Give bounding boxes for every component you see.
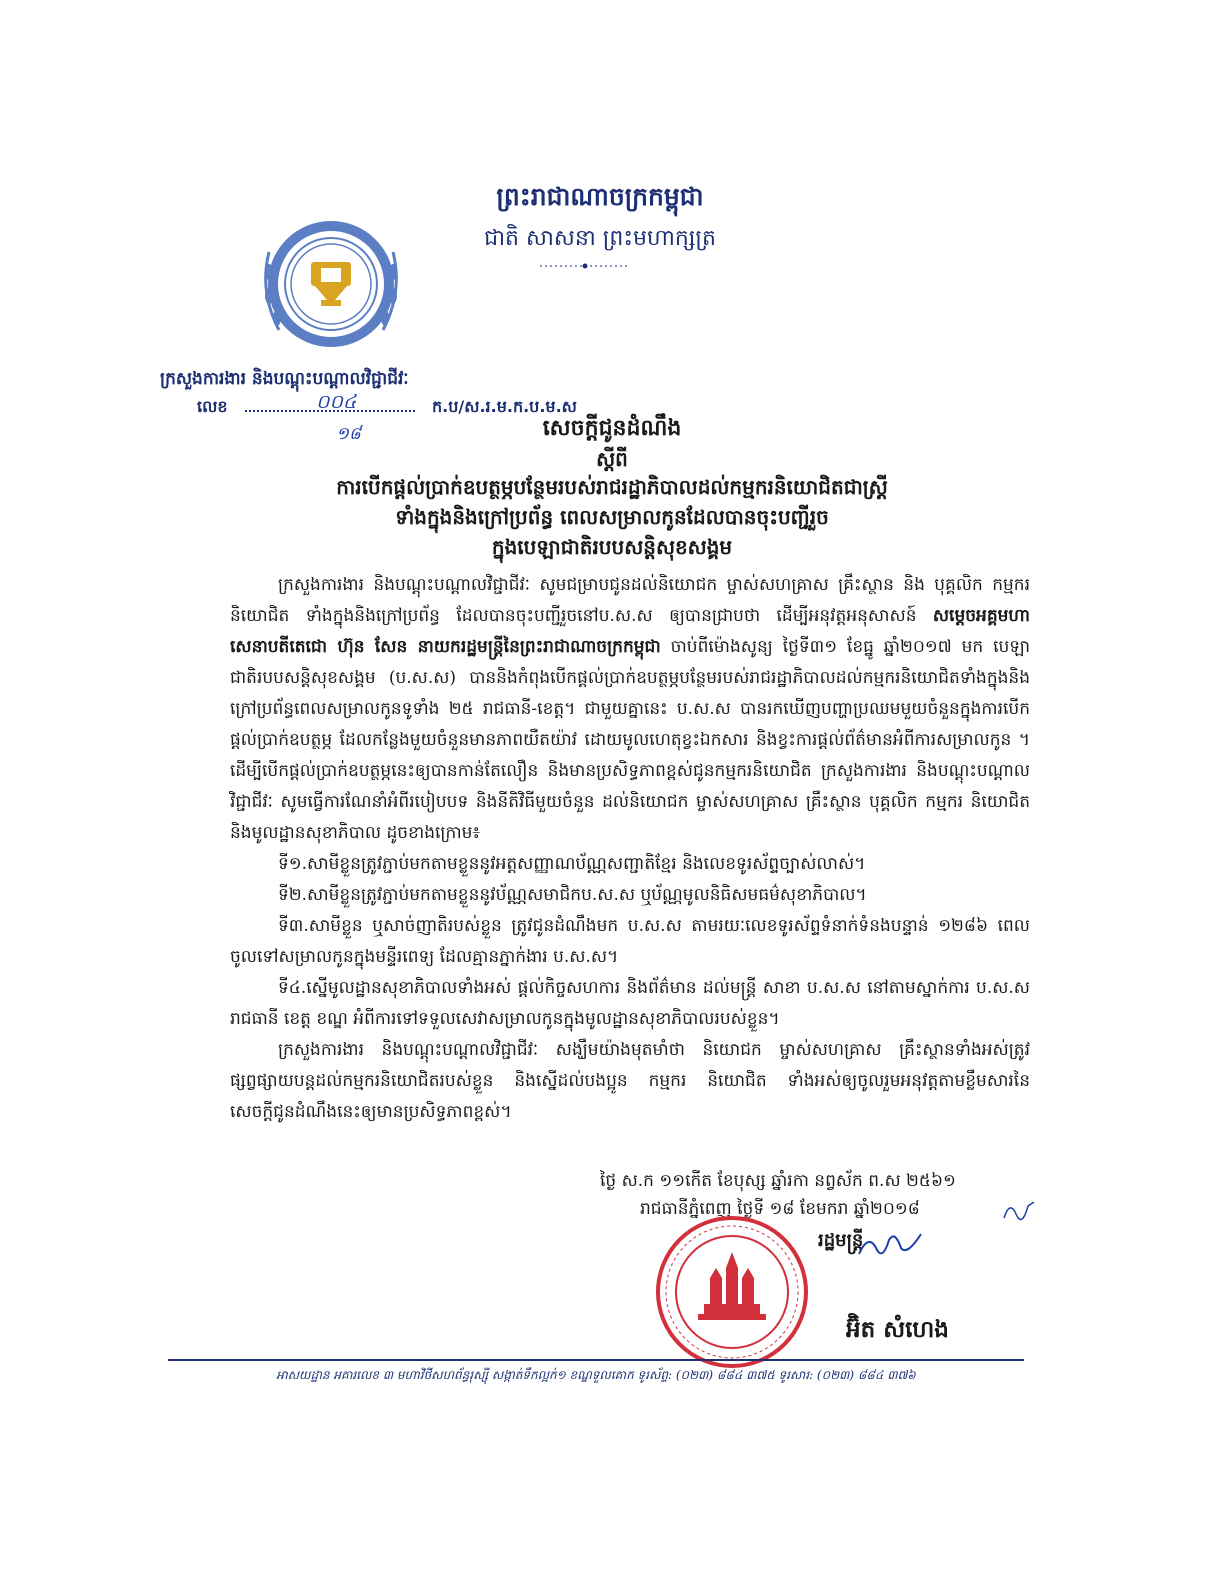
footer-divider [168,1359,1024,1361]
instruction-item: ទី២.សាមីខ្លួនត្រូវភ្ជាប់មកតាមខ្លួននូវប័ណ្ណសមាជិកប.ស.ស ឬប័ណ្ណមូលនិធិសមធម៌សុខាភិបាល។ [278,885,867,905]
kingdom-motto: ជាតិ សាសនា ព្រះមហាក្សត្រ [484,226,716,251]
closing-paragraph: ក្រសួងការងារ និងបណ្តុះបណ្តាលវិជ្ជាជីវៈ សង្ឃឹមយ៉ាងមុតមាំថា និយោជក ម្ចាស់សហគ្រាស គ្រឹះស្ថានទាំងអស់ត្រូវផ្សព្វផ្សាយបន្តដល់កម្មករនិយោជិតរបស់ខ្លួន និងស្នើដល់បងប្អូន កម្មករ និយោជិត ទាំងអស់ឲ្យចូលរួមអនុវត្តតាមខ្លឹមសារនៃសេចក្តីជូនដំណឹងនេះឲ្យមានប្រសិទ្ធភាពខ្ពស់។ [230,1040,1030,1122]
footer-address: អាសយដ្ឋាន អគារលេខ ៣ មហាវិថីសហព័ន្ធរុស្ស៊ី សង្កាត់ទឹកល្អក់១ ខណ្ឌទួលគោក ទូរស័ព្ទ: (០២៣) ៨៨៤ ៣៧៥ ទូរសារ: (០២៣) ៨៨៤ ៣៧៦ [276,1368,916,1382]
signature-icon [855,1226,925,1262]
reference-label: លេខ [197,397,228,416]
instruction-item: ទី៤.ស្នើមូលដ្ឋានសុខាភិបាលទាំងអស់ ផ្តល់កិច្ចសហការ និងព័ត៌មាន ដល់មន្ត្រី សាខា ប.ស.ស នៅតាមស្នាក់ការ ប.ស.ស រាជធានី ខេត្ត ខណ្ឌ អំពីការទៅទទួលសេវាសម្រាលកូនក្នុងមូលដ្ឋានសុខាភិបាលរបស់ខ្លួន។ [230,978,1030,1029]
solar-date: រាជធានីភ្នំពេញ ថ្ងៃទី ១៨ ខែមករា ឆ្នាំ២០១៨ [640,1199,920,1219]
subject-line: ក្នុងបេឡាជាតិរបបសន្តិសុខសង្គម [491,535,733,559]
signatory-title: រដ្ឋមន្ត្រី [818,1230,864,1251]
body-text: ចាប់ពីម៉ោងសូន្យ ថ្ងៃទី៣១ ខែធ្នូ ឆ្នាំ២០១៧ មក បេឡាជាតិរបបសន្តិសុខសង្គម (ប.ស.ស) បាននិងកំពុងបើកផ្តល់ប្រាក់ឧបត្ថម្ភបន្ថែមរបស់រាជរដ្ឋាភិបាលដល់កម្មករនិយោជិតទាំងក្នុងនិងក្រៅប្រព័ន្ធពេលសម្រាលកូនទូទាំង ២៥ រាជធានី-ខេត្ត។ ជាមួយគ្នានេះ ប.ស.ស បានរកឃើញបញ្ហាប្រឈមមួយចំនួនក្នុងការបើកផ្តល់ប្រាក់ឧបត្ថម្ភ ដែលកន្លែងមួយចំនួនមានភាពយឺតយ៉ាវ ដោយមូលហេតុខ្វះឯកសារ និងខ្វះការផ្តល់ព័ត៌មានអំពីការសម្រាលកូន ។ ដើម្បីបើកផ្តល់ប្រាក់ឧបត្ថម្ភនេះឲ្យបានកាន់តែលឿន និងមានប្រសិទ្ធភាពខ្ពស់ជូនកម្មករនិយោជិត ក្រសួងការងារ និងបណ្តុះបណ្តាលវិជ្ជាជីវៈ សូមធ្វើការណែនាំអំពីរបៀបបទ និងនីតិវិធីមួយចំនួន ដល់និយោជក ម្ចាស់សហគ្រាស គ្រឹះស្ថាន បុគ្គលិក កម្មករ និយោជិត និងមូលដ្ឋានសុខាភិបាល ដូចខាងក្រោម៖ [230,637,1031,843]
document-type: សេចក្តីជូនដំណឹង [542,416,682,441]
reference-code: ក.ប/ស.រ.ម.ក.ប.ម.ស [432,397,577,416]
instruction-item: ទី៣.សាមីខ្លួន ឬសាច់ញាតិរបស់ខ្លួន ត្រូវជូនដំណឹងមក ប.ស.ស តាមរយៈលេខទូរស័ព្ទទំនាក់ទំនងបន្ទាន់ ១២៨៦ ពេលចូលទៅសម្រាលកូនក្នុងមន្ទីរពេទ្យ ដែលគ្មានភ្នាក់ងារ ប.ស.ស។ [230,916,1030,967]
body-text: ក្រសួងការងារ និងបណ្តុះបណ្តាលវិជ្ជាជីវៈ សូមជម្រាបជូនដល់និយោជក ម្ចាស់សហគ្រាស គ្រឹះស្ថាន និង បុគ្គលិក កម្មករ និយោជិត ទាំងក្នុងនិងក្រៅប្រព័ន្ធ ដែលបានចុះបញ្ជីរួចនៅប.ស.ស ឲ្យបានជ្រាបថា ដើម្បីអនុវត្តអនុសាសន៍ [230,575,1030,626]
official-seal-icon [622,1212,842,1372]
reference-year-handwritten: ១៨ [336,424,361,444]
notice-body [230,570,1030,1128]
divider-ornament [540,262,630,270]
subject-label: ស្តីពី [596,447,628,471]
body-paragraph [230,570,1030,849]
ministry-logo-icon [255,212,407,360]
kingdom-title: ព្រះរាជាណាចក្រកម្ពុជា [496,182,704,211]
issuing-ministry: ក្រសួងការងារ និងបណ្តុះបណ្តាលវិជ្ជាជីវៈ [160,369,409,389]
lunar-date: ថ្ងៃ ស.ក ១១កើត ខែបុស្ស ឆ្នាំរកា នព្វស័ក ព.ស ២៥៦១ [600,1171,956,1191]
subject-line: ទាំងក្នុងនិងក្រៅប្រព័ន្ធ ពេលសម្រាលកូនដែលបានចុះបញ្ជីរួច [395,505,829,529]
reference-number-handwritten: ០០៤ [316,391,357,413]
initials-icon [1000,1196,1038,1224]
subject-line: ការបើកផ្តល់ប្រាក់ឧបត្ថម្ភបន្ថែមរបស់រាជរដ្ឋាភិបាលដល់កម្មករនិយោជិតជាស្ត្រី [336,475,888,499]
instruction-item: ទី១.សាមីខ្លួនត្រូវភ្ជាប់មកតាមខ្លួននូវអត្តសញ្ញាណប័ណ្ណសញ្ជាតិខ្មែរ និងលេខទូរស័ព្ទច្បាស់លាស់។ [278,854,866,874]
signatory-name: អ៊ិត សំហេង [846,1317,949,1343]
body-emphasis: សម្តេចអគ្គមហាសេនាបតីតេជោ ហ៊ុន សែន នាយករដ្ឋមន្ត្រីនៃព្រះរាជាណាចក្រកម្ពុជា [230,606,1030,657]
